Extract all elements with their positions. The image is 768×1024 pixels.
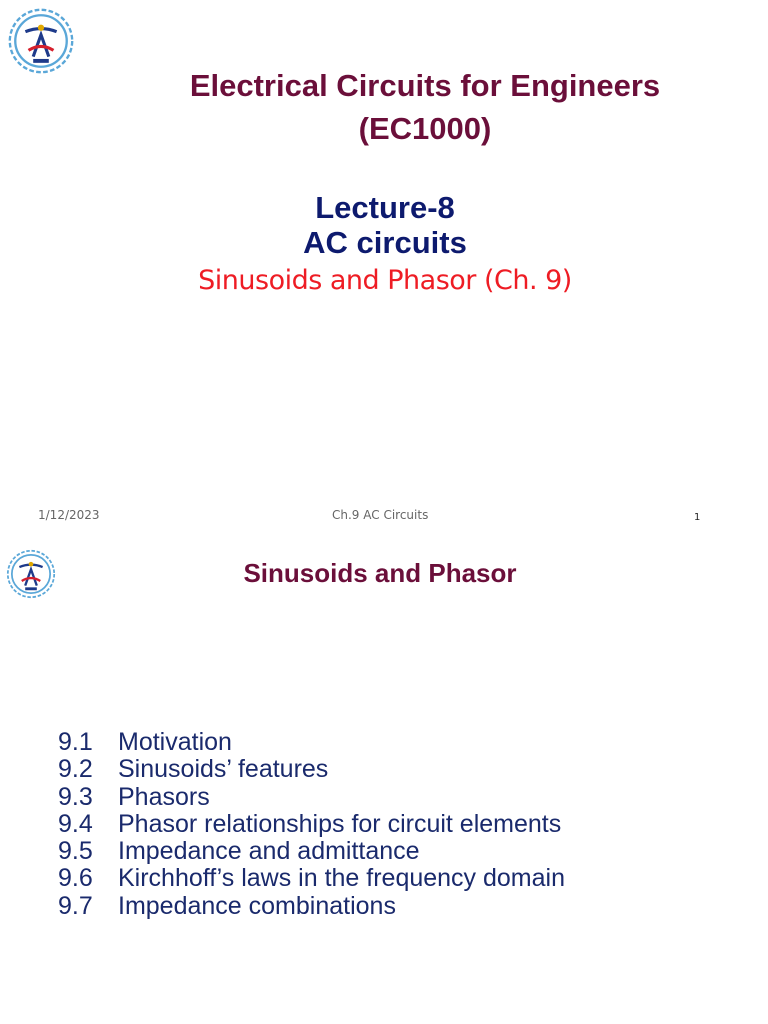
item-number: 9.5 [58,837,93,866]
institute-logo-icon [2,2,80,80]
item-number: 9.3 [58,782,93,811]
list-item [58,811,565,838]
lecture-topic: AC circuits [303,225,467,260]
item-number: 9.4 [58,809,93,838]
outline-slide [0,535,768,1024]
item-number: 9.1 [58,728,93,756]
item-label: Impedance combinations [118,891,396,920]
course-title [100,64,750,150]
item-number: 9.7 [58,891,93,920]
item-label: Sinusoids’ features [118,755,329,784]
section-title: Sinusoids and Phasor [243,558,517,588]
chapter-outline-list [58,729,565,920]
lecture-subtitle: Sinusoids and Phasor (Ch. 9) [198,265,572,296]
lecture-number: Lecture-8 [315,190,455,225]
institute-logo-icon [2,545,60,603]
item-number: 9.2 [58,755,93,784]
list-item [58,865,565,892]
item-label: Motivation [118,728,232,756]
lecture-block [180,190,590,302]
list-item [58,784,565,811]
course-title-line1: Electrical Circuits for Engineers [189,68,661,103]
list-item [58,893,565,920]
footer-center-text: Ch.9 AC Circuits [332,508,429,522]
item-label: Phasor relationships for circuit elements [118,809,562,838]
footer-date: 1/12/2023 [38,508,100,522]
item-label: Phasors [118,782,210,811]
list-item [58,838,565,865]
footer-page-number: 1 [694,512,701,523]
list-item [58,729,565,756]
item-label: Kirchhoff’s laws in the frequency domain [118,864,565,893]
course-title-line2: (EC1000) [358,111,492,146]
list-item [58,756,565,783]
item-number: 9.6 [58,864,93,893]
item-label: Impedance and admittance [118,837,420,866]
